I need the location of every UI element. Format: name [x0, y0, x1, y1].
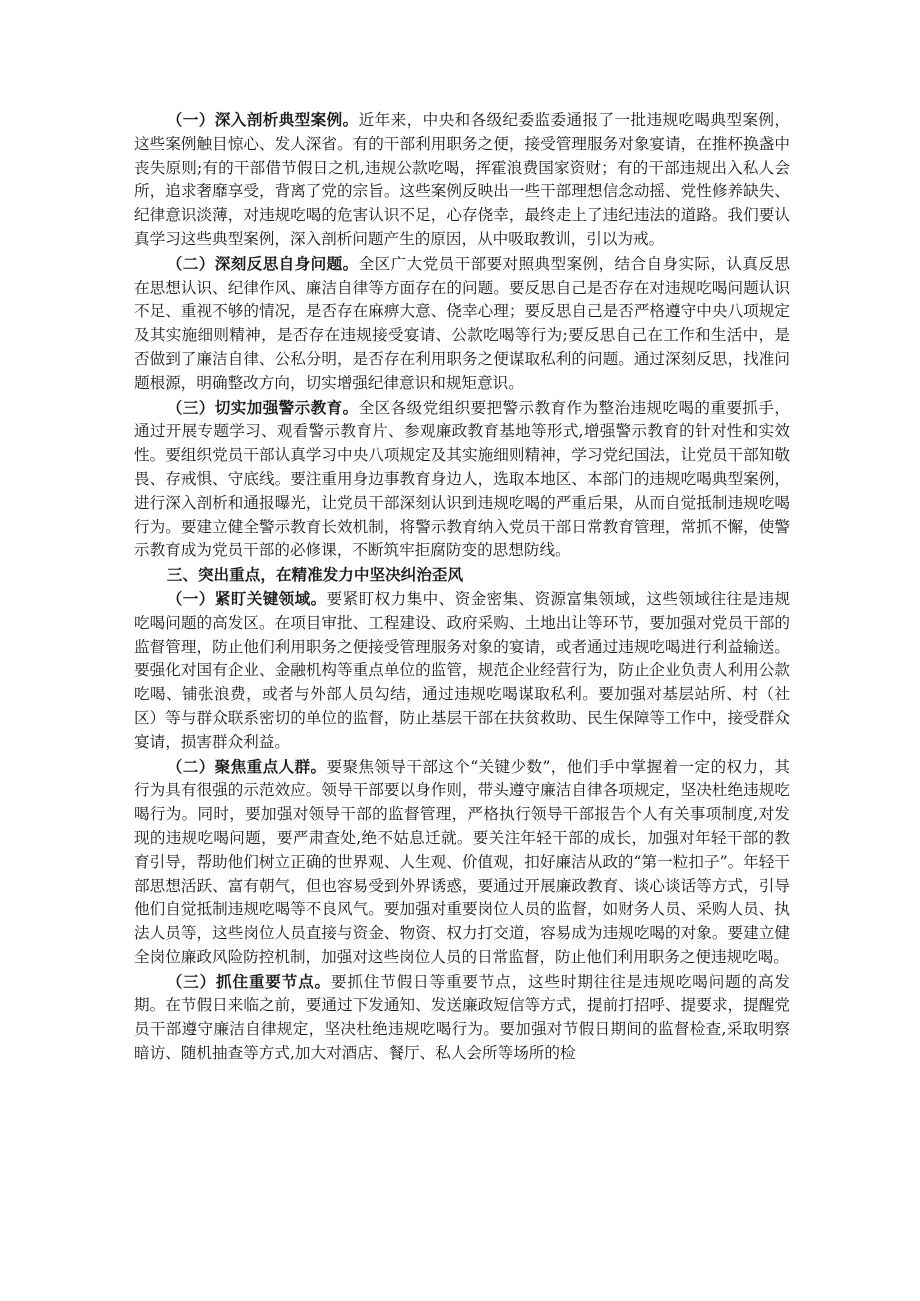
paragraph-text: 要抓住节假日等重要节点，这些时期往往是违规吃喝问题的高发期。在节假日来临之前，要通过下发通知、发送廉政短信等方式，提前打招呼、提要求，提醒党员干部遵守廉洁自律规定，坚决杜绝违规吃喝行为。要加强对节假日期间的监督检查,采取明察暗访、随机抽查等方式,加大对酒店、餐厅、私人会所等场所的检 — [134, 972, 790, 1063]
paragraph-text: 全区各级党组织要把警示教育作为整治违规吃喝的重要抓手，通过开展专题学习、观看警示教育片、参观廉政教育基地等形式,增强警示教育的针对性和实效性。要组织党员干部认真学习中央八项规定及其实施细则精神，学习党纪国法，让党员干部知敬畏、存戒惧、守底线。要注重用身边事教育身边人，选取本地区、本部门的违规吃喝典型案例，进行深入剖析和通报曝光，让党员干部深刻认识到违规吃喝的严重后果，从而自觉抵制违规吃喝行为。要建立健全警示教育长效机制，将警示教育纳入党员干部日常教育管理，常抓不懈，使警示教育成为党员干部的必修课，不断筑牢拒腐防变的思想防线。 — [134, 398, 790, 560]
paragraph-lead: （二）深刻反思自身问题。 — [166, 253, 359, 273]
document-body — [134, 108, 790, 1066]
paragraph-lead: （一）紧盯关键领域。 — [166, 588, 327, 608]
paragraph-lead: （三）抓住重要节点。 — [166, 971, 331, 991]
paragraph-key-periods — [134, 970, 790, 1066]
paragraph-lead: （二）聚焦重点人群。 — [166, 756, 327, 776]
paragraph-key-areas — [134, 587, 790, 755]
paragraph-lead: （三）切实加强警示教育。 — [166, 397, 359, 417]
paragraph-lead: （一）深入剖析典型案例。 — [166, 110, 359, 129]
paragraph-warning-education — [134, 396, 790, 564]
paragraph-text: 要聚焦领导干部这个“关键少数”，他们手中掌握着一定的权力，其行为具有很强的示范效应。领导干部要以身作则，带头遵守廉洁自律各项规定，坚决杜绝违规吃喝行为。同时，要加强对领导干部的监督管理，严格执行领导干部报告个人有关事项制度,对发现的违规吃喝问题，要严肃查处,绝不姑息迁就。要关注年轻干部的成长，加强对年轻干部的教育引导，帮助他们树立正确的世界观、人生观、价值观，扣好廉洁从政的“第一粒扣子”。年轻干部思想活跃、富有朝气，但也容易受到外界诱惑，要通过开展廉政教育、谈心谈话等方式，引导他们自觉抵制违规吃喝等不良风气。要加强对重要岗位人员的监督，如财务人员、采购人员、执法人员等，这些岗位人员直接与资金、物资、权力打交道，容易成为违规吃喝的对象。要建立健全岗位廉政风险防控机制，加强对这些岗位人员的日常监督，防止他们利用职务之便违规吃喝。 — [134, 757, 790, 966]
paragraph-text: 全区广大党员干部要对照典型案例，结合自身实际，认真反思在思想认识、纪律作风、廉洁自律等方面存在的问题。要反思自己是否存在对违规吃喝问题认识不足、重视不够的情况，是否存在麻痹大意、侥幸心理；要反思自己是否严格遵守中央八项规定及其实施细则精神，是否存在违规接受宴请、公款吃喝等行为;要反思自己在工作和生活中，是否做到了廉洁自律、公私分明，是否存在利用职务之便谋取私利的问题。通过深刻反思，找准问题根源，明确整改方向，切实增强纪律意识和规矩意识。 — [134, 254, 790, 392]
paragraph-self-reflection — [134, 252, 790, 396]
paragraph-key-groups — [134, 755, 790, 970]
section-heading: 三、突出重点，在精准发力中坚决纠治歪风 — [166, 565, 464, 585]
paragraph-text: 近年来，中央和各级纪委监委通报了一批违规吃喝典型案例，这些案例触目惊心、发人深省。有的干部利用职务之便，接受管理服务对象宴请，在推杯换盏中丧失原则;有的干部借节假日之机,违规公款吃喝，挥霍浪费国家资财；有的干部违规出入私人会所，追求奢靡享受，背离了党的宗旨。这些案例反映出一些干部理想信念动摇、党性修养缺失、纪律意识淡薄，对违规吃喝的危害认识不足，心存侥幸，最终走上了违纪违法的道路。我们要认真学习这些典型案例，深入剖析问题产生的原因，从中吸取教训，引以为戒。 — [134, 111, 790, 248]
paragraph-deep-analysis — [134, 108, 790, 252]
paragraph-text: 要紧盯权力集中、资金密集、资源富集领域，这些领域往往是违规吃喝问题的高发区。在项目审批、工程建设、政府采购、土地出让等环节，要加强对党员干部的监督管理，防止他们利用职务之便接受管理服务对象的宴请，或者通过违规吃喝进行利益输送。要强化对国有企业、金融机构等重点单位的监管，规范企业经营行为，防止企业负责人利用公款吃喝、铺张浪费，或者与外部人员勾结，通过违规吃喝谋取私利。要加强对基层站所、村（社区）等与群众联系密切的单位的监督，防止基层干部在扶贫救助、民生保障等工作中，接受群众宴请，损害群众利益。 — [134, 589, 790, 751]
